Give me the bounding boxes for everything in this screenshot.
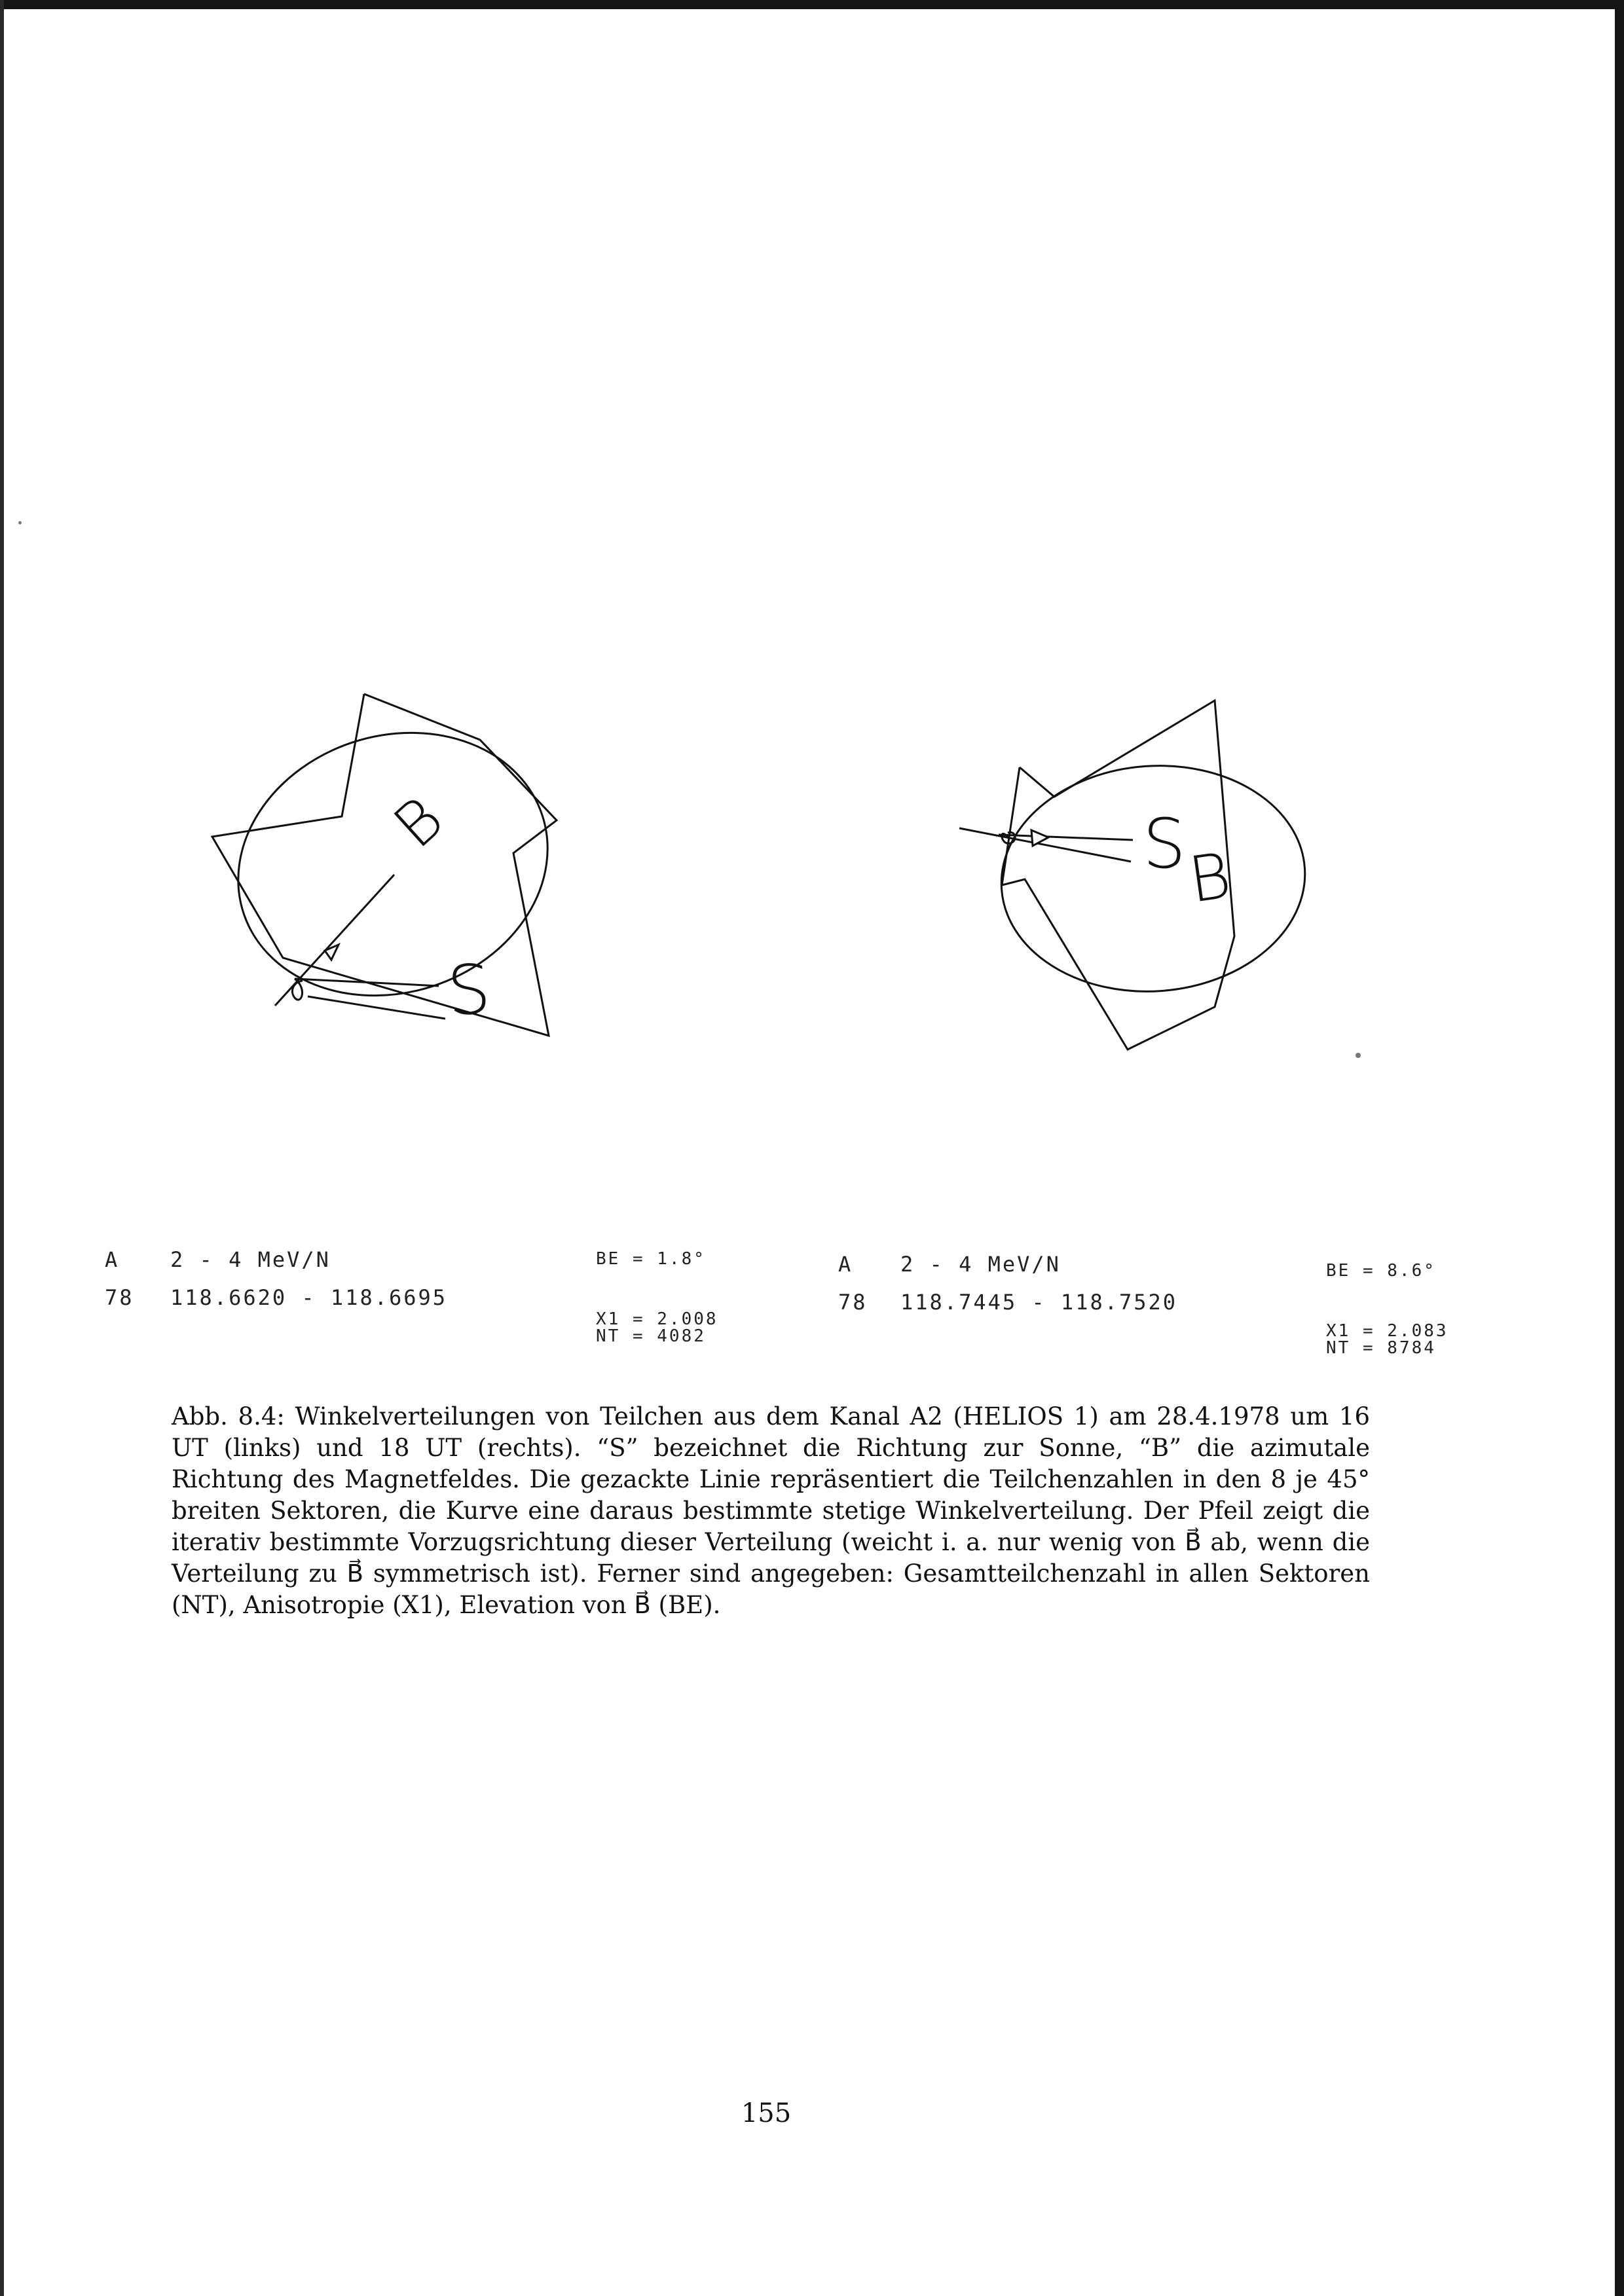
sun-label-left: S bbox=[445, 949, 493, 1031]
day-left: 78 bbox=[105, 1285, 134, 1310]
angular-distribution-right bbox=[953, 694, 1320, 1061]
anisotropy-left: X1 = 2.008 bbox=[596, 1309, 718, 1329]
elevation-left: BE = 1.8° bbox=[596, 1249, 706, 1269]
field-label-left: B bbox=[380, 783, 457, 862]
sun-label-right: S bbox=[1143, 804, 1187, 884]
energy-left: 2 - 4 MeV/N bbox=[170, 1247, 331, 1272]
arrowhead-left bbox=[325, 945, 339, 960]
angular-distribution-left bbox=[196, 674, 616, 1080]
field-label-right: B bbox=[1184, 839, 1236, 917]
anisotropy-right: X1 = 2.083 bbox=[1326, 1321, 1449, 1341]
channel-right: A bbox=[838, 1252, 853, 1277]
origin-loop-left bbox=[292, 979, 303, 1000]
figure-caption: Abb. 8.4: Winkelverteilungen von Teilchen aus dem Kanal A2 (HELIOS 1) am 28.4.1978 um 16 UT (links) und 18 UT (rechts). “S” bezeichnet die Richtung zur Sonne, “B” die azimutale Richtung des Magnetfeldes. Die gezackte Linie repräsentiert die Teilchenzahlen in den 8 je 45° breiten Sektoren, die Kurve eine daraus bestimmte stetige Winkelverteilung. Der Pfeil zeigt die iterativ bestimmte Vorzugsrichtung dieser Verteilung (weicht i. a. nur wenig von B⃗ ab, wenn die Verteilung zu B⃗ symmetrisch ist). Ferner sind angegeben: Gesamtteilchenzahl in allen Sektoren (NT), Anisotropie (X1), Elevation von B⃗ (BE). bbox=[172, 1402, 1370, 1619]
elevation-right: BE = 8.6° bbox=[1326, 1261, 1436, 1281]
sector-counts-left bbox=[212, 694, 557, 1036]
page-number: 155 bbox=[741, 2098, 792, 2128]
sun-direction-right bbox=[959, 828, 1131, 862]
scan-border-top bbox=[0, 0, 1624, 9]
energy-right: 2 - 4 MeV/N bbox=[900, 1252, 1061, 1277]
time-range-left: 118.6620 - 118.6695 bbox=[170, 1285, 448, 1310]
total-count-left: NT = 4082 bbox=[596, 1326, 706, 1346]
time-range-right: 118.7445 - 118.7520 bbox=[900, 1290, 1178, 1315]
scan-speck bbox=[18, 521, 22, 524]
scan-border-left bbox=[0, 0, 4, 2296]
scan-border-right bbox=[1615, 0, 1624, 2296]
channel-left: A bbox=[105, 1247, 120, 1272]
scan-speck bbox=[1356, 1053, 1361, 1058]
total-count-right: NT = 8784 bbox=[1326, 1338, 1436, 1358]
day-right: 78 bbox=[838, 1290, 868, 1315]
